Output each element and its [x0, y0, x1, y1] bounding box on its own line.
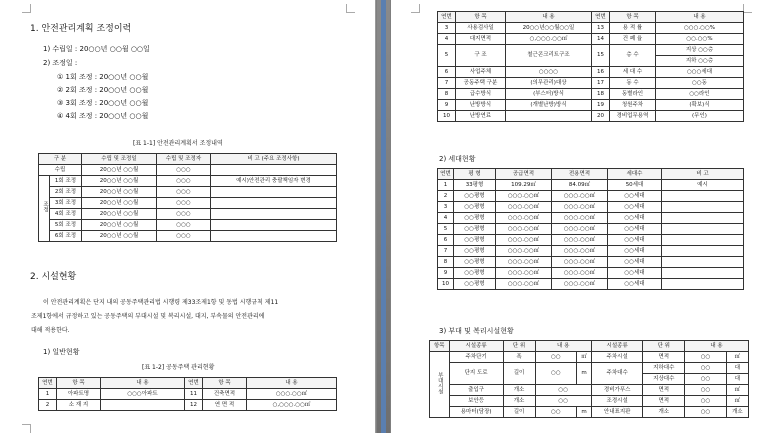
table-header-cell: 내 용 [101, 378, 185, 389]
group-label [39, 176, 50, 242]
table-cell: 사용검사일 [456, 23, 506, 34]
table-cell: ○○○.○○㎡ [496, 235, 552, 246]
table-cell: ○○○○ [506, 67, 592, 78]
table-cell: ○○○ [157, 220, 211, 231]
table-cell: ○○세대 [608, 279, 662, 290]
table-cell: ○○○.○○㎡ [496, 202, 552, 213]
table-cell: ○○세대 [608, 202, 662, 213]
table-cell: ○○○.○○㎡ [552, 202, 608, 213]
adjustment-history-table [38, 153, 337, 242]
table-cell [211, 231, 337, 242]
table-cell [662, 224, 744, 235]
facility-status-table [429, 340, 749, 418]
table-cell: 지하 ○○층 [656, 56, 744, 67]
table-cell: 5회 조정 [50, 220, 82, 231]
established-date: 1) 수립일 : 20○○년 ○○월 ○○일 [43, 45, 150, 53]
table-cell: 20○○년 ○○월 [82, 176, 157, 187]
table-row [438, 191, 744, 202]
table-cell: 주차단기 [449, 352, 503, 363]
table-cell: 2회 조정 [50, 187, 82, 198]
table-header-cell: 항목 [430, 341, 450, 352]
table-cell: ○○세대 [608, 224, 662, 235]
table-cell: ○○세대 [608, 235, 662, 246]
table-row [438, 78, 744, 89]
table-cell: 면적 [643, 396, 685, 407]
table-header-cell: 공급면적 [496, 169, 552, 180]
table-cell: 개소 [726, 407, 748, 418]
table-cell: 용 적 률 [610, 23, 656, 34]
table-cell: 50세대 [608, 180, 662, 191]
table-cell: 대 [726, 374, 748, 385]
table-header-cell: 연번 [39, 378, 57, 389]
table-cell: 개소 [643, 407, 685, 418]
table-cell [211, 220, 337, 231]
table-cell: ○○ [685, 363, 727, 374]
table-cell: 10 [438, 279, 454, 290]
table-cell: ○○평형 [454, 224, 496, 235]
table-cell: 3회 조정 [50, 198, 82, 209]
table-header-cell: 시설종류 [591, 341, 643, 352]
table-cell: 2 [438, 191, 454, 202]
table-cell: ○○평형 [454, 246, 496, 257]
table-cell: 아파트명 [57, 389, 101, 400]
table-cell: ○○ [535, 396, 591, 407]
table-cell: ○○ [685, 352, 727, 363]
table-cell: 1회 조정 [50, 176, 82, 187]
table-row [438, 45, 744, 56]
facility-status-title: 3) 부대 및 복리시설현황 [439, 327, 514, 335]
table-cell: ○○ [535, 352, 577, 363]
table-row [39, 198, 337, 209]
table-cell [662, 257, 744, 268]
table-cell: 20○○년 ○○월 [82, 187, 157, 198]
table-cell [211, 209, 337, 220]
table-cell: 세 대 수 [610, 67, 656, 78]
adjusted-label: 2) 조정일 : [43, 59, 78, 67]
corner-mark [22, 424, 31, 433]
table-cell: ○○세대 [608, 268, 662, 279]
table-cell: ○○○ [157, 198, 211, 209]
table-cell: 20○○년 ○○월 [82, 209, 157, 220]
table-cell: 개소 [503, 385, 535, 396]
table-cell: ○○ [535, 385, 591, 396]
table-cell: ○○○.○○㎡ [552, 268, 608, 279]
table-row [438, 279, 744, 290]
table-cell: ○○○ [157, 176, 211, 187]
table-cell [662, 279, 744, 290]
table-cell [211, 187, 337, 198]
table-cell: 20○○년 ○○월 [82, 220, 157, 231]
table-cell: ○○○.○○㎡ [552, 279, 608, 290]
table-cell: 용마터(담장) [449, 407, 503, 418]
table-cell: 주차대수 [591, 363, 643, 385]
table-header-cell: 항 목 [57, 378, 101, 389]
table-cell [662, 235, 744, 246]
corner-mark [411, 4, 420, 13]
table-cell: (의무관리)대상 [506, 78, 592, 89]
table-header-cell: 단 위 [643, 341, 685, 352]
table-cell: 20 [592, 111, 610, 122]
table-cell: 조경시설 [591, 396, 643, 407]
group-label [430, 352, 450, 418]
table-cell: 급수방식 [456, 89, 506, 100]
table-header-cell: 연번 [185, 378, 203, 389]
table-cell: ○○○세대 [656, 67, 744, 78]
table-row [438, 246, 744, 257]
corner-mark [346, 4, 355, 13]
table-cell: 84.09㎡ [552, 180, 608, 191]
table-cell: ○○ [535, 407, 577, 418]
table-cell: 17 [592, 78, 610, 89]
table-cell: 대지면적 [456, 34, 506, 45]
table-cell: 33평형 [454, 180, 496, 191]
table-cell: 1 [438, 180, 454, 191]
table-cell: 주차시설 [591, 352, 643, 363]
table-row [39, 400, 337, 411]
table-row [430, 352, 749, 363]
document-page-left [0, 0, 376, 433]
section2-paragraph: 조제1항에서 규정하고 있는 공동주택의 부대시설 및 복리시설, 대지, 부속물의 안전관리에 [31, 313, 265, 320]
table-cell: ○○○ [157, 231, 211, 242]
section2-paragraph: 대해 적용한다. [31, 327, 70, 334]
table-cell [506, 111, 592, 122]
table-cell: 9 [438, 100, 456, 111]
table-cell: ○○○.○○㎡ [496, 213, 552, 224]
table-cell: ○○ [535, 363, 577, 385]
table-cell: ○○○ [157, 187, 211, 198]
document-page-right [391, 0, 773, 433]
table-cell: 안내표지판 [591, 407, 643, 418]
table-cell: ○○○.○○㎡ [552, 257, 608, 268]
table-cell: ○○ [685, 374, 727, 385]
table-cell: 길이 [503, 407, 535, 418]
table-cell: 20○○년 ○○월 [82, 198, 157, 209]
table1-caption: [표 1-1] 안전관리계획서 조정내역 [133, 140, 223, 147]
table-cell: ○○○ [157, 165, 211, 176]
table-cell: 3 [438, 23, 456, 34]
table-cell: 층 수 [610, 45, 656, 67]
table-row [438, 202, 744, 213]
table-cell [662, 202, 744, 213]
table-cell: 청원주차 [610, 100, 656, 111]
table-cell: 수립 [39, 165, 82, 176]
table-cell: 20○○년 ○○월 [82, 165, 157, 176]
table-cell: 6 [438, 235, 454, 246]
table-header-cell: 연번 [438, 169, 454, 180]
table-cell: 2 [39, 400, 57, 411]
table-cell: 18 [592, 89, 610, 100]
corner-mark [743, 4, 752, 13]
table-cell: ○○동 [656, 78, 744, 89]
table-row [438, 67, 744, 78]
table-cell: ○○○.○○㎡ [552, 224, 608, 235]
table-cell: ○○ [685, 385, 727, 396]
table-cell: (개별난방)방식 [506, 100, 592, 111]
table2-caption: [표 1-2] 공동주택 관리현황 [142, 364, 215, 371]
table-header-cell: 연번 [438, 12, 456, 23]
table-cell: 4 [438, 213, 454, 224]
corner-mark [22, 4, 31, 13]
table-row [438, 100, 744, 111]
table-cell: 예시)안전관리 충괄책임자 변경 [211, 176, 337, 187]
table-cell: 연 면 적 [203, 400, 247, 411]
table-cell: 20○○년 ○○월 [82, 231, 157, 242]
section2-paragraph: 이 안전관리계획은 단지 내의 공동주택관리법 시행령 제33조제1항 및 동법 시행규칙 제11 [43, 299, 279, 306]
table-cell: ㎡ [726, 396, 748, 407]
group-label-text: 조정 [42, 201, 48, 212]
table-header-cell: 단 위 [503, 341, 535, 352]
table-header-cell: 시설종류 [449, 341, 503, 352]
table-cell: ○○○.○○㎡ [247, 389, 337, 400]
table-cell: 15 [592, 45, 610, 67]
table-cell [211, 198, 337, 209]
adjustment-item: ② 2회 조정 : 20○○년 ○○월 [57, 86, 149, 94]
table-cell: 20○○년○○월○○일 [506, 23, 592, 34]
table-header-cell: 항 목 [456, 12, 506, 23]
table-cell: ○○○.○○㎡ [552, 213, 608, 224]
table-cell: 동 수 [610, 78, 656, 89]
table-cell: 경비가푸스 [591, 385, 643, 396]
table-cell: 16 [592, 67, 610, 78]
table-cell [662, 191, 744, 202]
table-row [438, 257, 744, 268]
table-header-cell: 내 용 [656, 12, 744, 23]
table-header-cell: 세대수 [608, 169, 662, 180]
table-row [430, 396, 749, 407]
table-row [430, 363, 749, 374]
table-header-cell: 평 형 [454, 169, 496, 180]
table-cell: 폭 [503, 352, 535, 363]
table-cell: ○○○.○○% [656, 23, 744, 34]
table-cell: 7 [438, 246, 454, 257]
table-cell: 지하대수 [643, 363, 685, 374]
table-cell: ○○○.○○㎡ [496, 279, 552, 290]
table-row [438, 235, 744, 246]
table-cell: 8 [438, 257, 454, 268]
table-row [438, 224, 744, 235]
table-row [438, 180, 744, 191]
table-cell: ○○○.○○㎡ [496, 191, 552, 202]
table-cell: 면적 [643, 352, 685, 363]
table-cell: 보안등 [449, 396, 503, 407]
table-cell: 출입구 [449, 385, 503, 396]
table-cell: ○○ [685, 396, 727, 407]
table-cell: 12 [185, 400, 203, 411]
table-cell: ○,○○○.○○㎡ [506, 34, 592, 45]
table-cell: 건 폐 율 [610, 34, 656, 45]
unit-status-title: 2) 세대현황 [439, 155, 476, 163]
table-cell: (무인) [656, 111, 744, 122]
table-header-cell: 항 목 [610, 12, 656, 23]
table-cell: ○○○.○○㎡ [552, 235, 608, 246]
table-cell: ㎡ [726, 385, 748, 396]
table-cell: ○○○.○○㎡ [496, 268, 552, 279]
group-label-text: 부대시설 [436, 371, 443, 394]
table-cell: ○○.○○% [656, 34, 744, 45]
table-cell: ○○세대 [608, 257, 662, 268]
table-cell: 난방방식 [456, 100, 506, 111]
table-row [39, 176, 337, 187]
table-cell: 13 [592, 23, 610, 34]
table-header-cell: 연번 [592, 12, 610, 23]
table-header-cell: 내 용 [685, 341, 749, 352]
table-row [438, 89, 744, 100]
general-status-table-continued [437, 11, 744, 122]
table-cell: ㎡ [577, 352, 592, 363]
unit-status-table [437, 168, 744, 290]
table-cell: ○○평형 [454, 257, 496, 268]
table-header-cell: 전용면적 [552, 169, 608, 180]
table-cell: 4 [438, 34, 456, 45]
table-cell: 난방연료 [456, 111, 506, 122]
table-row [39, 220, 337, 231]
table-cell: ○○세대 [608, 191, 662, 202]
table-cell: ○○세대 [608, 213, 662, 224]
table-cell: 예시 [662, 180, 744, 191]
table-header: 수립 및 조정일 [82, 154, 157, 165]
table-cell: 동별라인 [610, 89, 656, 100]
adjustment-item: ③ 3회 조정 : 20○○년 ○○월 [57, 99, 149, 107]
table-cell: ○○○.○○㎡ [496, 257, 552, 268]
table-row [39, 389, 337, 400]
table-cell: 3 [438, 202, 454, 213]
page-divider-scrollbar[interactable] [377, 0, 390, 433]
table-cell: 19 [592, 100, 610, 111]
table-cell: 면적 [643, 385, 685, 396]
table-row [39, 209, 337, 220]
table-row [430, 385, 749, 396]
table-cell: 소 재 지 [57, 400, 101, 411]
table-row [39, 165, 337, 176]
table-cell [211, 165, 337, 176]
table-cell: 14 [592, 34, 610, 45]
section1-title: 1. 안전관리계획 조정이력 [30, 24, 132, 34]
table-row [438, 268, 744, 279]
adjustment-item: ① 1회 조정 : 20○○년 ○○월 [57, 73, 149, 81]
table-row [430, 407, 749, 418]
table-cell: 길이 [503, 363, 535, 385]
table-cell: ㎡ [726, 352, 748, 363]
table-header: 구 분 [39, 154, 82, 165]
table-row [438, 34, 744, 45]
table-cell: ○○세대 [608, 246, 662, 257]
table-header-cell: 비 고 [662, 169, 744, 180]
table-cell [662, 213, 744, 224]
table-cell: 10 [438, 111, 456, 122]
table-cell: 공동주택 구분 [456, 78, 506, 89]
table-cell: 구 조 [456, 45, 506, 67]
table-row [39, 231, 337, 242]
table-row [438, 23, 744, 34]
management-status-table [38, 377, 337, 411]
table-cell [662, 268, 744, 279]
table-header-cell: 내 용 [506, 12, 592, 23]
table-cell: 1 [39, 389, 57, 400]
table-cell: 9 [438, 268, 454, 279]
table-cell: (부스터)방식 [506, 89, 592, 100]
table-cell: 5 [438, 224, 454, 235]
table-header-cell: 내 용 [535, 341, 591, 352]
table-cell: 5 [438, 45, 456, 67]
table-cell: 개소 [503, 396, 535, 407]
table-cell [662, 246, 744, 257]
adjustment-item: ④ 4회 조정 : 20○○년 ○○월 [57, 112, 149, 120]
table-cell [101, 400, 185, 411]
table-cell: ○○평형 [454, 279, 496, 290]
table-cell: 지상대수 [643, 374, 685, 385]
table-cell: ○○평형 [454, 191, 496, 202]
table-cell: ○○ [685, 407, 727, 418]
table-cell: 경비업무용역 [610, 111, 656, 122]
table-cell: 지상 ○○층 [656, 45, 744, 56]
table-cell: 사업주체 [456, 67, 506, 78]
table-cell: ○○평형 [454, 213, 496, 224]
table-row [39, 187, 337, 198]
table-cell: ○○○ [157, 209, 211, 220]
table-cell: ○○라인 [656, 89, 744, 100]
table-cell: ○○평형 [454, 202, 496, 213]
table-row [438, 213, 744, 224]
table-cell: ○○○.○○㎡ [552, 191, 608, 202]
table-header: 비 고 (주요 조정사항) [211, 154, 337, 165]
table-cell: 11 [185, 389, 203, 400]
table-cell: ○○○.○○㎡ [496, 246, 552, 257]
table-cell: (확보)식 [656, 100, 744, 111]
table-cell: ○○평형 [454, 268, 496, 279]
section2-title: 2. 시설현황 [30, 272, 77, 282]
table-cell: m [577, 363, 592, 385]
table-cell: 단지 도로 [449, 363, 503, 385]
table-row [438, 111, 744, 122]
table-cell: 109.29㎡ [496, 180, 552, 191]
general-status-title: 1) 일반현황 [43, 348, 80, 356]
table-cell: 6회 조정 [50, 231, 82, 242]
table-cell: 건축면적 [203, 389, 247, 400]
table-cell: ○○○.○○㎡ [496, 224, 552, 235]
table-cell: ○,○○○.○○㎡ [247, 400, 337, 411]
table-cell: m [577, 407, 592, 418]
table-header: 수립 및 조정자 [157, 154, 211, 165]
table-cell: 7 [438, 78, 456, 89]
table-cell: 8 [438, 89, 456, 100]
table-header-cell: 내 용 [247, 378, 337, 389]
table-cell: 대 [726, 363, 748, 374]
table-cell: 6 [438, 67, 456, 78]
table-cell: 철근콘크리트구조 [506, 45, 592, 67]
table-cell: ○○평형 [454, 235, 496, 246]
table-cell: ○○○.○○㎡ [552, 246, 608, 257]
table-header-cell: 항 목 [203, 378, 247, 389]
table-cell: 4회 조정 [50, 209, 82, 220]
table-cell: ○○○아파트 [101, 389, 185, 400]
